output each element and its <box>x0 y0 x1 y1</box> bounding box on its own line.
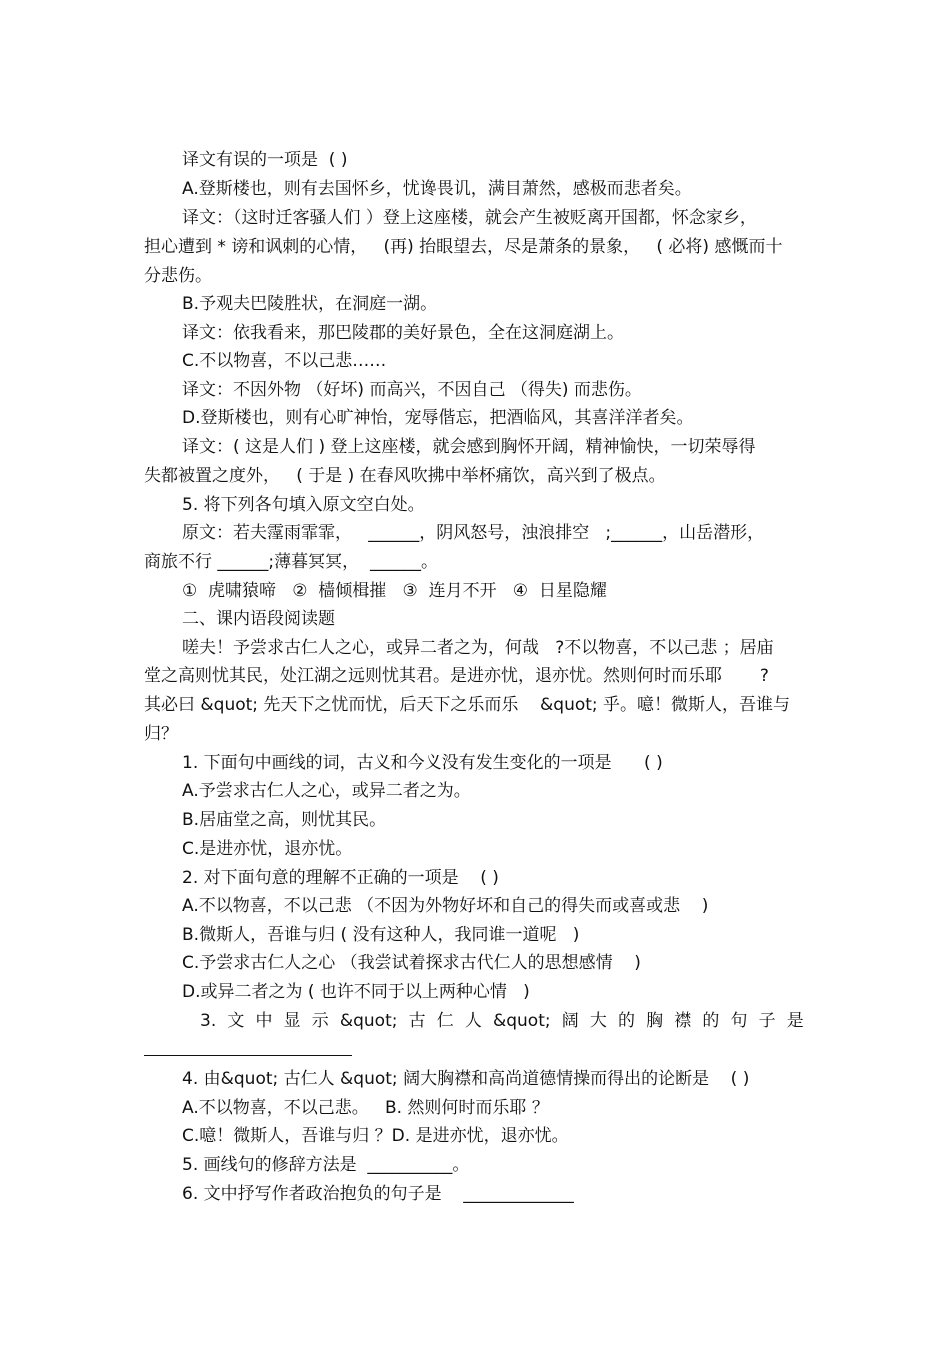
text-line: D.登斯楼也，则有心旷神怡，宠辱偕忘，把酒临风，其喜洋洋者矣。 <box>182 408 694 428</box>
option-line: A.不以物喜，不以己悲。 B. 然则何时而乐耶 ？ <box>182 1098 549 1118</box>
q3-word: 仁 <box>436 1011 454 1031</box>
option-line: D.或异二者之为 ( 也许不同于以上两种心情 ) <box>182 982 530 1002</box>
answer-blank-line <box>144 1054 352 1056</box>
option-line: A.不以物喜，不以己悲 （不因为外物好坏和自己的得失而或喜或悲 ) <box>182 896 709 916</box>
answer-options: ① 虎啸猿啼 ② 樯倾楫摧 ③ 连月不开 ④ 日星隐耀 <box>182 581 607 601</box>
text-line: 译文：不因外物 （好坏) 而高兴，不因自己 （得失) 而悲伤。 <box>182 380 642 400</box>
q3-word: 胸 <box>646 1011 664 1031</box>
text-line: 分悲伤。 <box>144 266 212 286</box>
question-line: 2. 对下面句意的理解不正确的一项是 ( ) <box>182 868 499 888</box>
q3-word: 3. <box>200 1011 217 1031</box>
option-line: A.予尝求古仁人之心，或异二者之为。 <box>182 781 471 801</box>
text-line: 译文：( 这是人们 ) 登上这座楼，就会感到胸怀开阔，精神愉快，一切荣辱得 <box>182 437 756 457</box>
q3-word: 句 <box>730 1011 748 1031</box>
section-heading: 二、课内语段阅读题 <box>182 609 335 629</box>
text-line: B.予观夫巴陵胜状，在洞庭一湖。 <box>182 294 438 314</box>
q3-word: &quot; <box>492 1011 551 1031</box>
q3-word: 中 <box>255 1011 273 1031</box>
option-line: B.微斯人，吾谁与归 ( 没有这种人，我同谁一道呢 ) <box>182 925 580 945</box>
q3-word: 示 <box>311 1011 329 1031</box>
q3-word: 阔 <box>561 1011 579 1031</box>
question-line: 1. 下面句中画线的词，古义和今义没有发生变化的一项是 ( ) <box>182 753 663 773</box>
passage-line: 其必曰 &quot; 先天下之忧而忧，后天下之乐而乐 &quot; 乎。噫！微斯人，吾谁与 <box>144 695 791 715</box>
option-line: C.予尝求古仁人之心 （我尝试着探求古代仁人的思想感情 ) <box>182 953 641 973</box>
q3-word: 文 <box>227 1011 245 1031</box>
question-line: 5. 画线句的修辞方法是 __________。 <box>182 1155 470 1175</box>
q3-word: 子 <box>758 1011 776 1031</box>
text-line: 原文：若夫霪雨霏霏， ______，阴风怒号，浊浪排空 ;______，山岳潜形， <box>182 523 765 543</box>
question-heading: 5. 将下列各句填入原文空白处。 <box>182 495 425 515</box>
q3-word: 人 <box>464 1011 482 1031</box>
q3-word: 古 <box>408 1011 426 1031</box>
text-line: A.登斯楼也，则有去国怀乡，忧谗畏讥，满目萧然，感极而悲者矣。 <box>182 179 692 199</box>
question-line: 4. 由&quot; 古仁人 &quot; 阔大胸襟和高尚道德情操而得出的论断是 ( ) <box>182 1069 750 1089</box>
passage-line: 嗟夫！予尝求古仁人之心，或异二者之为，何哉 ?不以物喜，不以己悲 ；居庙 <box>182 638 774 658</box>
passage-line: 堂之高则忧其民，处江湖之远则忧其君。是进亦忧，退亦忧。然则何时而乐耶 ? <box>144 666 769 686</box>
q3-word: &quot; <box>339 1011 398 1031</box>
option-line: C.噫！微斯人，吾谁与归 ？D. 是进亦忧，退亦忧。 <box>182 1126 569 1146</box>
text-line: 译文：依我看来，那巴陵郡的美好景色，全在这洞庭湖上。 <box>182 323 624 343</box>
text-line: 失都被置之度外， ( 于是 ) 在春风吹拂中举杯痛饮，高兴到了极点。 <box>144 466 666 486</box>
text-line: C.不以物喜，不以己悲…… <box>182 351 387 371</box>
question-line: 6. 文中抒写作者政治抱负的句子是 _____________ <box>182 1184 574 1204</box>
q3-word: 襟 <box>674 1011 692 1031</box>
passage-line: 归？ <box>144 724 178 744</box>
q3-word: 是 <box>786 1011 804 1031</box>
text-line: 担心遭到 * 谤和讽刺的心情， (再) 抬眼望去，尽是萧条的景象， ( 必将) 感慨而十 <box>144 237 783 257</box>
option-line: C.是进亦忧，退亦忧。 <box>182 839 353 859</box>
q3-word: 的 <box>702 1011 720 1031</box>
option-line: B.居庙堂之高，则忧其民。 <box>182 810 387 830</box>
q3-word: 显 <box>283 1011 301 1031</box>
text-line: 译文有误的一项是 ( ) <box>182 150 348 170</box>
text-line: 商旅不行 ______;薄暮冥冥， ______。 <box>144 552 438 572</box>
text-line: 译文：（这时迁客骚人们 ）登上这座楼，就会产生被贬离开国都，怀念家乡， <box>182 208 757 228</box>
q3-word: 大 <box>589 1011 607 1031</box>
question-3-line <box>200 1007 804 1035</box>
q3-word: 的 <box>617 1011 635 1031</box>
